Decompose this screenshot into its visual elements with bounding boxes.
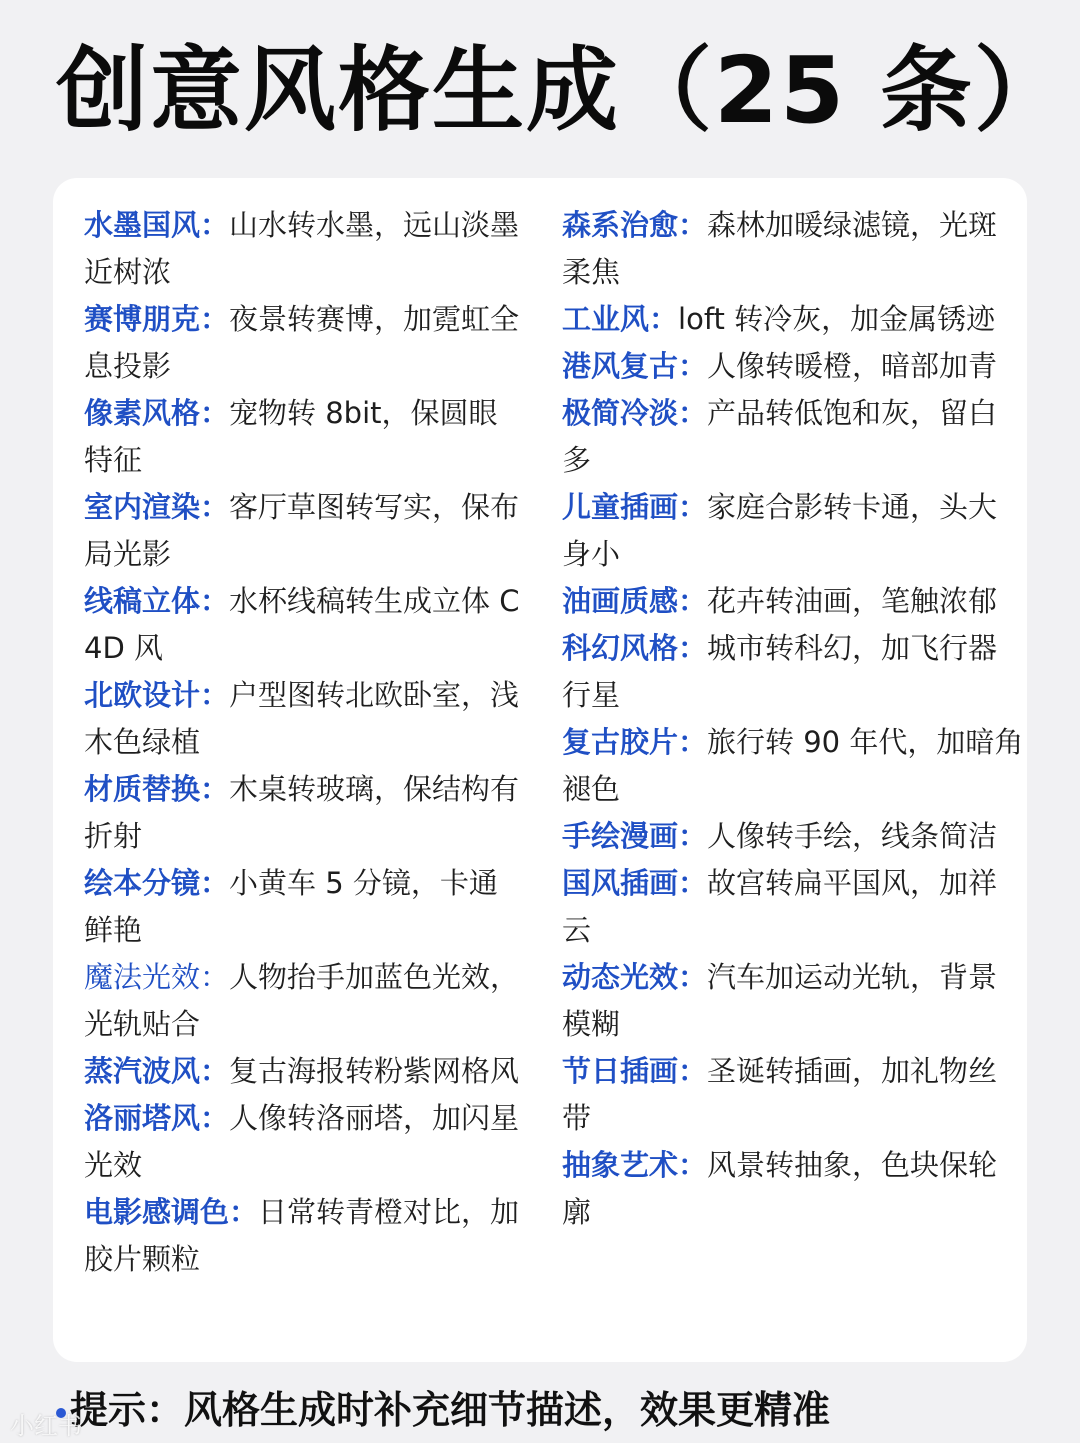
style-description: loft 转冷灰，加金属锈迹 — [678, 302, 996, 336]
style-label: 电影感调色： — [84, 1195, 259, 1229]
style-description: 旅行转 90 年代，加暗角褪色 — [562, 725, 1024, 806]
style-label: 水墨国风： — [84, 208, 230, 242]
style-item — [562, 578, 1024, 625]
style-item — [84, 1048, 524, 1095]
style-description: 宠物转 8bit，保圆眼特征 — [84, 396, 498, 477]
style-label: 儿童插画： — [562, 490, 708, 524]
style-item — [84, 766, 524, 860]
style-description: 故宫转扁平国风，加祥云 — [562, 866, 998, 947]
style-item — [84, 202, 524, 296]
page-title: 创意风格生成（25 条） — [56, 37, 1069, 144]
style-label: 油画质感： — [562, 584, 708, 618]
style-label: 像素风格： — [84, 396, 230, 430]
style-description: 家庭合影转卡通，头大身小 — [562, 490, 998, 571]
style-item — [84, 484, 524, 578]
style-item — [562, 343, 1024, 390]
style-item — [84, 860, 524, 954]
style-item — [84, 1189, 524, 1283]
style-label: 复古胶片： — [562, 725, 708, 759]
style-description: 木桌转玻璃，保结构有折射 — [84, 772, 520, 853]
style-description: 小黄车 5 分镜，卡通鲜艳 — [84, 866, 498, 947]
style-description: 复古海报转粉紫网格风 — [229, 1054, 520, 1088]
tip-footer — [56, 1388, 830, 1434]
style-label: 极简冷淡： — [562, 396, 708, 430]
style-item — [562, 813, 1024, 860]
style-label: 材质替换： — [84, 772, 230, 806]
style-item — [84, 578, 524, 672]
style-label: 洛丽塔风： — [84, 1101, 230, 1135]
style-item — [562, 1142, 1024, 1236]
style-item — [562, 954, 1024, 1048]
style-label: 港风复古： — [562, 349, 708, 383]
style-description: 人像转手绘，线条简洁 — [707, 819, 998, 853]
style-description: 人像转暖橙，暗部加青 — [707, 349, 998, 383]
style-label: 科幻风格： — [562, 631, 708, 665]
style-label: 抽象艺术： — [562, 1148, 708, 1182]
style-label: 手绘漫画： — [562, 819, 708, 853]
style-label: 北欧设计： — [84, 678, 230, 712]
style-item — [562, 202, 1024, 296]
style-label: 蒸汽波风： — [84, 1054, 230, 1088]
style-label: 室内渲染： — [84, 490, 230, 524]
style-item — [562, 390, 1024, 484]
style-description: 山水转水墨，远山淡墨近树浓 — [84, 208, 520, 289]
style-description: 人物抬手加蓝色光效，光轨贴合 — [84, 960, 520, 1041]
style-item — [84, 296, 524, 390]
style-item — [84, 672, 524, 766]
style-description: 户型图转北欧卧室，浅木色绿植 — [84, 678, 520, 759]
style-description: 人像转洛丽塔，加闪星光效 — [84, 1101, 520, 1182]
style-label: 动态光效： — [562, 960, 708, 994]
tip-text: 提示：风格生成时补充细节描述，效果更精准 — [70, 1388, 831, 1432]
style-description: 花卉转油画，笔触浓郁 — [707, 584, 998, 618]
style-description: 客厅草图转写实，保布局光影 — [84, 490, 520, 571]
style-description: 圣诞转插画，加礼物丝带 — [562, 1054, 998, 1135]
style-item — [84, 1095, 524, 1189]
style-label: 线稿立体： — [84, 584, 230, 618]
style-description: 风景转抽象，色块保轮廓 — [562, 1148, 998, 1229]
style-description: 水杯线稿转生成立体 C4D 风 — [84, 584, 520, 665]
style-item — [562, 719, 1024, 813]
style-label: 魔法光效： — [84, 960, 230, 994]
style-item — [84, 390, 524, 484]
style-label: 赛博朋克： — [84, 302, 230, 336]
style-item — [562, 860, 1024, 954]
style-label: 国风插画： — [562, 866, 708, 900]
style-label: 工业风： — [562, 302, 679, 336]
style-item — [562, 484, 1024, 578]
content-card — [53, 178, 1027, 1362]
style-label: 节日插画： — [562, 1054, 708, 1088]
style-item — [84, 954, 524, 1048]
style-description: 汽车加运动光轨，背景模糊 — [562, 960, 998, 1041]
style-description: 日常转青橙对比，加胶片颗粒 — [84, 1195, 520, 1276]
style-description: 产品转低饱和灰，留白多 — [562, 396, 998, 477]
style-label: 森系治愈： — [562, 208, 708, 242]
style-item — [562, 625, 1024, 719]
style-item — [562, 296, 1024, 343]
style-description: 夜景转赛博，加霓虹全息投影 — [84, 302, 520, 383]
style-label: 绘本分镜： — [84, 866, 230, 900]
style-item — [562, 1048, 1024, 1142]
style-description: 城市转科幻，加飞行器行星 — [562, 631, 998, 712]
left-column — [84, 202, 524, 1283]
right-column — [562, 202, 1024, 1236]
watermark-logo: 小红书 — [10, 1412, 82, 1440]
style-description: 森林加暖绿滤镜，光斑柔焦 — [562, 208, 998, 289]
